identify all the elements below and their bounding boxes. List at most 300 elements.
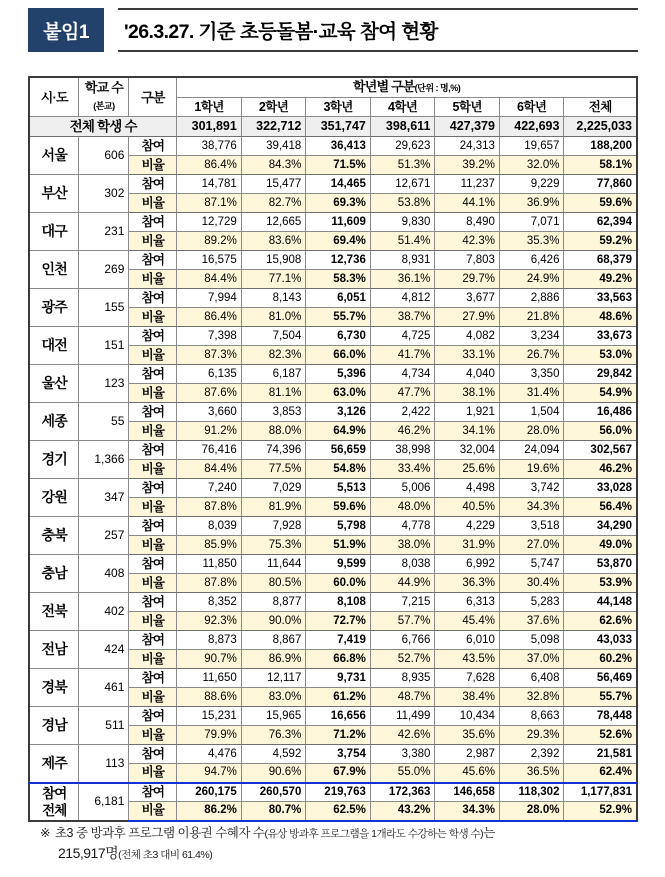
footnote	[40, 824, 640, 865]
ratio-value: 89.2%	[177, 232, 242, 251]
page-title: '26.3.27. 기준 초등돌봄·교육 참여 현황	[124, 21, 438, 43]
gubun-participation-label: 참여	[129, 403, 177, 422]
ratio-value: 82.7%	[241, 194, 306, 213]
participation-value: 34,290	[564, 517, 637, 536]
participation-value: 14,465	[306, 175, 371, 194]
grand-total-participation-value: 172,363	[370, 783, 435, 802]
all-students-value: 427,379	[435, 117, 500, 137]
ratio-value: 37.0%	[499, 650, 564, 669]
participation-value: 11,237	[435, 175, 500, 194]
table-head	[29, 77, 637, 117]
attachment-badge: 붙임1	[28, 8, 104, 52]
participation-value: 12,665	[241, 213, 306, 232]
ratio-value: 87.1%	[177, 194, 242, 213]
region-name: 인천	[29, 251, 79, 289]
participation-value: 2,886	[499, 289, 564, 308]
participation-value: 4,592	[241, 745, 306, 764]
participation-value: 7,628	[435, 669, 500, 688]
participation-value: 15,231	[177, 707, 242, 726]
ratio-value: 46.2%	[564, 460, 637, 479]
ratio-value: 62.6%	[564, 612, 637, 631]
ratio-value: 51.9%	[306, 536, 371, 555]
grand-total-participation-value: 219,763	[306, 783, 371, 802]
ratio-value: 47.7%	[370, 384, 435, 403]
ratio-value: 45.4%	[435, 612, 500, 631]
grand-total-label-line2: 전체	[42, 802, 67, 818]
ratio-value: 61.2%	[306, 688, 371, 707]
ratio-value: 69.3%	[306, 194, 371, 213]
col-header-school-count-sub: (본교)	[93, 101, 115, 111]
participation-value: 62,394	[564, 213, 637, 232]
ratio-value: 49.0%	[564, 536, 637, 555]
ratio-value: 36.3%	[435, 574, 500, 593]
gubun-participation-label: 참여	[129, 593, 177, 612]
footnote-line1-a: 초3 중 방과후 프로그램 이용권 수혜자 수	[54, 826, 265, 840]
table-row	[29, 365, 637, 384]
ratio-value: 33.4%	[370, 460, 435, 479]
grand-total-ratio-value: 34.3%	[435, 802, 500, 821]
gubun-ratio-label: 비율	[129, 194, 177, 213]
participation-value: 3,853	[241, 403, 306, 422]
school-count: 155	[79, 289, 129, 327]
ratio-value: 75.3%	[241, 536, 306, 555]
participation-value: 4,725	[370, 327, 435, 346]
participation-value: 3,660	[177, 403, 242, 422]
table-row	[29, 479, 637, 498]
participation-value: 4,812	[370, 289, 435, 308]
participation-value: 8,873	[177, 631, 242, 650]
participation-value: 39,418	[241, 137, 306, 156]
col-header-grade-1: 1학년	[177, 98, 242, 117]
col-header-grade-group	[177, 77, 637, 98]
school-count: 408	[79, 555, 129, 593]
participation-value: 32,004	[435, 441, 500, 460]
ratio-value: 27.9%	[435, 308, 500, 327]
gubun-participation-label: 참여	[129, 479, 177, 498]
grand-total-label-line1: 참여	[42, 785, 67, 801]
participation-value: 76,416	[177, 441, 242, 460]
col-header-grade-5: 5학년	[435, 98, 500, 117]
footnote-mark: ※	[40, 826, 50, 840]
ratio-value: 21.8%	[499, 308, 564, 327]
ratio-value: 84.4%	[177, 460, 242, 479]
ratio-value: 37.6%	[499, 612, 564, 631]
ratio-value: 63.0%	[306, 384, 371, 403]
region-name: 경북	[29, 669, 79, 707]
participation-value: 6,730	[306, 327, 371, 346]
ratio-value: 80.5%	[241, 574, 306, 593]
ratio-value: 46.2%	[370, 422, 435, 441]
ratio-value: 36.9%	[499, 194, 564, 213]
ratio-value: 85.9%	[177, 536, 242, 555]
participation-value: 53,870	[564, 555, 637, 574]
ratio-value: 24.9%	[499, 270, 564, 289]
ratio-value: 55.7%	[564, 688, 637, 707]
region-name: 광주	[29, 289, 79, 327]
ratio-value: 82.3%	[241, 346, 306, 365]
ratio-value: 87.8%	[177, 574, 242, 593]
participation-value: 29,623	[370, 137, 435, 156]
title-band	[28, 8, 638, 52]
participation-value: 29,842	[564, 365, 637, 384]
ratio-value: 48.0%	[370, 498, 435, 517]
ratio-value: 35.6%	[435, 726, 500, 745]
footnote-line2	[40, 843, 640, 865]
participation-value: 74,396	[241, 441, 306, 460]
table-row	[29, 251, 637, 270]
ratio-value: 51.3%	[370, 156, 435, 175]
ratio-value: 90.6%	[241, 764, 306, 783]
participation-value: 8,877	[241, 593, 306, 612]
participation-value: 68,379	[564, 251, 637, 270]
ratio-value: 71.2%	[306, 726, 371, 745]
school-count: 461	[79, 669, 129, 707]
participation-value: 15,908	[241, 251, 306, 270]
footnote-line1-c: 는	[483, 826, 495, 840]
ratio-value: 86.9%	[241, 650, 306, 669]
ratio-value: 53.9%	[564, 574, 637, 593]
school-count: 123	[79, 365, 129, 403]
participation-value: 12,117	[241, 669, 306, 688]
participation-value: 3,518	[499, 517, 564, 536]
ratio-value: 87.3%	[177, 346, 242, 365]
participation-value: 15,477	[241, 175, 306, 194]
ratio-value: 56.0%	[564, 422, 637, 441]
participation-value: 10,434	[435, 707, 500, 726]
gubun-ratio-label: 비율	[129, 612, 177, 631]
participation-value: 188,200	[564, 137, 637, 156]
gubun-ratio-label: 비율	[129, 232, 177, 251]
ratio-value: 53.0%	[564, 346, 637, 365]
grand-total-participation-value: 1,177,831	[564, 783, 637, 802]
ratio-value: 64.9%	[306, 422, 371, 441]
participation-value: 302,567	[564, 441, 637, 460]
participation-value: 9,731	[306, 669, 371, 688]
col-header-grade-3: 3학년	[306, 98, 371, 117]
gubun-ratio-label: 비율	[129, 460, 177, 479]
participation-value: 38,776	[177, 137, 242, 156]
participation-value: 16,656	[306, 707, 371, 726]
region-name: 전북	[29, 593, 79, 631]
ratio-value: 66.0%	[306, 346, 371, 365]
participation-value: 7,215	[370, 593, 435, 612]
ratio-value: 26.7%	[499, 346, 564, 365]
ratio-value: 35.3%	[499, 232, 564, 251]
ratio-value: 44.9%	[370, 574, 435, 593]
ratio-value: 79.9%	[177, 726, 242, 745]
ratio-value: 30.4%	[499, 574, 564, 593]
participation-value: 16,486	[564, 403, 637, 422]
ratio-value: 77.1%	[241, 270, 306, 289]
participation-value: 8,663	[499, 707, 564, 726]
participation-value: 3,234	[499, 327, 564, 346]
table-row	[29, 327, 637, 346]
gubun-ratio-label: 비율	[129, 422, 177, 441]
ratio-value: 92.3%	[177, 612, 242, 631]
participation-value: 7,398	[177, 327, 242, 346]
ratio-value: 49.2%	[564, 270, 637, 289]
region-name: 부산	[29, 175, 79, 213]
region-name: 서울	[29, 137, 79, 175]
region-name: 세종	[29, 403, 79, 441]
school-count: 151	[79, 327, 129, 365]
grade-group-label: 학년별 구분	[353, 79, 415, 94]
footnote-line1-b: (유상 방과후 프로그램을 1개라도 수강하는 학생 수)	[264, 828, 484, 840]
ratio-value: 28.0%	[499, 422, 564, 441]
table-row	[29, 745, 637, 764]
region-name: 제주	[29, 745, 79, 783]
ratio-value: 91.2%	[177, 422, 242, 441]
all-students-value: 322,712	[241, 117, 306, 137]
gubun-participation-label: 참여	[129, 441, 177, 460]
ratio-value: 86.4%	[177, 308, 242, 327]
participation-value: 11,644	[241, 555, 306, 574]
participation-value: 6,187	[241, 365, 306, 384]
gubun-participation-label: 참여	[129, 289, 177, 308]
gubun-ratio-label: 비율	[129, 802, 177, 821]
ratio-value: 45.6%	[435, 764, 500, 783]
gubun-participation-label: 참여	[129, 555, 177, 574]
ratio-value: 88.6%	[177, 688, 242, 707]
grade-group-unit: (단위 : 명,%)	[414, 83, 461, 93]
participation-value: 11,499	[370, 707, 435, 726]
ratio-value: 69.4%	[306, 232, 371, 251]
grand-total-participation-value: 260,175	[177, 783, 242, 802]
participation-value: 6,135	[177, 365, 242, 384]
region-name: 대전	[29, 327, 79, 365]
participation-value: 8,039	[177, 517, 242, 536]
region-name: 경기	[29, 441, 79, 479]
gubun-ratio-label: 비율	[129, 346, 177, 365]
ratio-value: 38.1%	[435, 384, 500, 403]
ratio-value: 90.7%	[177, 650, 242, 669]
footnote-line2-b: (전체 초3 대비 61.4%)	[118, 849, 213, 862]
participation-value: 4,082	[435, 327, 500, 346]
gubun-ratio-label: 비율	[129, 650, 177, 669]
participation-value: 8,143	[241, 289, 306, 308]
gubun-participation-label: 참여	[129, 707, 177, 726]
ratio-value: 29.3%	[499, 726, 564, 745]
school-count: 424	[79, 631, 129, 669]
participation-table	[28, 76, 638, 822]
ratio-value: 94.7%	[177, 764, 242, 783]
ratio-value: 34.1%	[435, 422, 500, 441]
ratio-value: 32.8%	[499, 688, 564, 707]
participation-value: 2,422	[370, 403, 435, 422]
gubun-participation-label: 참여	[129, 517, 177, 536]
ratio-value: 33.1%	[435, 346, 500, 365]
school-count: 269	[79, 251, 129, 289]
gubun-participation-label: 참여	[129, 669, 177, 688]
table-row	[29, 631, 637, 650]
participation-value: 8,490	[435, 213, 500, 232]
ratio-value: 42.3%	[435, 232, 500, 251]
participation-value: 6,766	[370, 631, 435, 650]
ratio-value: 40.5%	[435, 498, 500, 517]
ratio-value: 87.6%	[177, 384, 242, 403]
participation-value: 8,352	[177, 593, 242, 612]
grand-total-participation-value: 260,570	[241, 783, 306, 802]
participation-value: 12,729	[177, 213, 242, 232]
participation-value: 5,098	[499, 631, 564, 650]
participation-value: 6,992	[435, 555, 500, 574]
participation-value: 7,029	[241, 479, 306, 498]
participation-value: 7,071	[499, 213, 564, 232]
participation-value: 12,736	[306, 251, 371, 270]
participation-value: 8,038	[370, 555, 435, 574]
col-header-grade-6: 6학년	[499, 98, 564, 117]
ratio-value: 43.5%	[435, 650, 500, 669]
participation-value: 77,860	[564, 175, 637, 194]
participation-value: 11,650	[177, 669, 242, 688]
ratio-value: 36.1%	[370, 270, 435, 289]
ratio-value: 25.6%	[435, 460, 500, 479]
ratio-value: 31.9%	[435, 536, 500, 555]
all-students-value: 2,225,033	[564, 117, 637, 137]
col-header-total: 전체	[564, 98, 637, 117]
gubun-ratio-label: 비율	[129, 156, 177, 175]
participation-value: 16,575	[177, 251, 242, 270]
school-count: 1,366	[79, 441, 129, 479]
header-row-top	[29, 77, 637, 98]
participation-value: 5,747	[499, 555, 564, 574]
all-students-value: 422,693	[499, 117, 564, 137]
ratio-value: 58.3%	[306, 270, 371, 289]
ratio-value: 38.0%	[370, 536, 435, 555]
ratio-value: 72.7%	[306, 612, 371, 631]
participation-value: 43,033	[564, 631, 637, 650]
participation-value: 7,803	[435, 251, 500, 270]
gubun-participation-label: 참여	[129, 251, 177, 270]
participation-value: 38,998	[370, 441, 435, 460]
table-row	[29, 555, 637, 574]
participation-value: 21,581	[564, 745, 637, 764]
ratio-value: 88.0%	[241, 422, 306, 441]
participation-value: 15,965	[241, 707, 306, 726]
gubun-ratio-label: 비율	[129, 308, 177, 327]
gubun-participation-label: 참여	[129, 175, 177, 194]
school-count: 231	[79, 213, 129, 251]
participation-value: 11,850	[177, 555, 242, 574]
participation-value: 5,006	[370, 479, 435, 498]
ratio-value: 19.6%	[499, 460, 564, 479]
participation-value: 36,413	[306, 137, 371, 156]
ratio-value: 55.0%	[370, 764, 435, 783]
participation-value: 4,778	[370, 517, 435, 536]
statistics-table-wrapper	[28, 76, 638, 822]
school-count: 302	[79, 175, 129, 213]
ratio-value: 42.6%	[370, 726, 435, 745]
ratio-value: 90.0%	[241, 612, 306, 631]
participation-value: 8,108	[306, 593, 371, 612]
table-row	[29, 289, 637, 308]
ratio-value: 59.6%	[306, 498, 371, 517]
gubun-ratio-label: 비율	[129, 726, 177, 745]
participation-value: 6,010	[435, 631, 500, 650]
participation-value: 12,671	[370, 175, 435, 194]
ratio-value: 56.4%	[564, 498, 637, 517]
gubun-participation-label: 참여	[129, 213, 177, 232]
ratio-value: 83.6%	[241, 232, 306, 251]
participation-value: 6,408	[499, 669, 564, 688]
gubun-participation-label: 참여	[129, 365, 177, 384]
participation-value: 4,040	[435, 365, 500, 384]
participation-value: 7,419	[306, 631, 371, 650]
col-header-school-count-main: 학교 수	[84, 80, 123, 95]
ratio-value: 52.7%	[370, 650, 435, 669]
participation-value: 78,448	[564, 707, 637, 726]
participation-value: 5,283	[499, 593, 564, 612]
ratio-value: 48.6%	[564, 308, 637, 327]
ratio-value: 38.7%	[370, 308, 435, 327]
participation-value: 1,504	[499, 403, 564, 422]
ratio-value: 31.4%	[499, 384, 564, 403]
ratio-value: 84.4%	[177, 270, 242, 289]
participation-value: 1,921	[435, 403, 500, 422]
participation-value: 4,476	[177, 745, 242, 764]
region-name: 경남	[29, 707, 79, 745]
participation-value: 56,469	[564, 669, 637, 688]
all-students-label: 전체 학생 수	[29, 117, 177, 137]
grand-total-ratio-value: 86.2%	[177, 802, 242, 821]
ratio-value: 58.1%	[564, 156, 637, 175]
grand-total-participation-row	[29, 783, 637, 802]
gubun-participation-label: 참여	[129, 783, 177, 802]
participation-value: 6,051	[306, 289, 371, 308]
gubun-ratio-label: 비율	[129, 536, 177, 555]
table-row	[29, 593, 637, 612]
participation-value: 5,513	[306, 479, 371, 498]
region-name: 대구	[29, 213, 79, 251]
ratio-value: 54.8%	[306, 460, 371, 479]
participation-value: 14,781	[177, 175, 242, 194]
table-row	[29, 137, 637, 156]
ratio-value: 38.4%	[435, 688, 500, 707]
ratio-value: 60.0%	[306, 574, 371, 593]
ratio-value: 59.6%	[564, 194, 637, 213]
participation-value: 9,599	[306, 555, 371, 574]
participation-value: 7,994	[177, 289, 242, 308]
table-row	[29, 707, 637, 726]
ratio-value: 86.4%	[177, 156, 242, 175]
col-header-school-count	[79, 77, 129, 117]
participation-value: 8,935	[370, 669, 435, 688]
ratio-value: 44.1%	[435, 194, 500, 213]
school-count: 257	[79, 517, 129, 555]
school-count: 511	[79, 707, 129, 745]
grand-total-ratio-value: 80.7%	[241, 802, 306, 821]
school-count: 402	[79, 593, 129, 631]
participation-value: 8,931	[370, 251, 435, 270]
table-row	[29, 213, 637, 232]
participation-value: 3,742	[499, 479, 564, 498]
participation-value: 8,867	[241, 631, 306, 650]
ratio-value: 29.7%	[435, 270, 500, 289]
participation-value: 11,609	[306, 213, 371, 232]
school-count: 55	[79, 403, 129, 441]
participation-value: 3,380	[370, 745, 435, 764]
grand-total-participation-value: 146,658	[435, 783, 500, 802]
participation-value: 19,657	[499, 137, 564, 156]
ratio-value: 39.2%	[435, 156, 500, 175]
table-row	[29, 669, 637, 688]
ratio-value: 66.8%	[306, 650, 371, 669]
participation-value: 7,928	[241, 517, 306, 536]
region-name: 울산	[29, 365, 79, 403]
ratio-value: 77.5%	[241, 460, 306, 479]
ratio-value: 60.2%	[564, 650, 637, 669]
col-header-grade-2: 2학년	[241, 98, 306, 117]
